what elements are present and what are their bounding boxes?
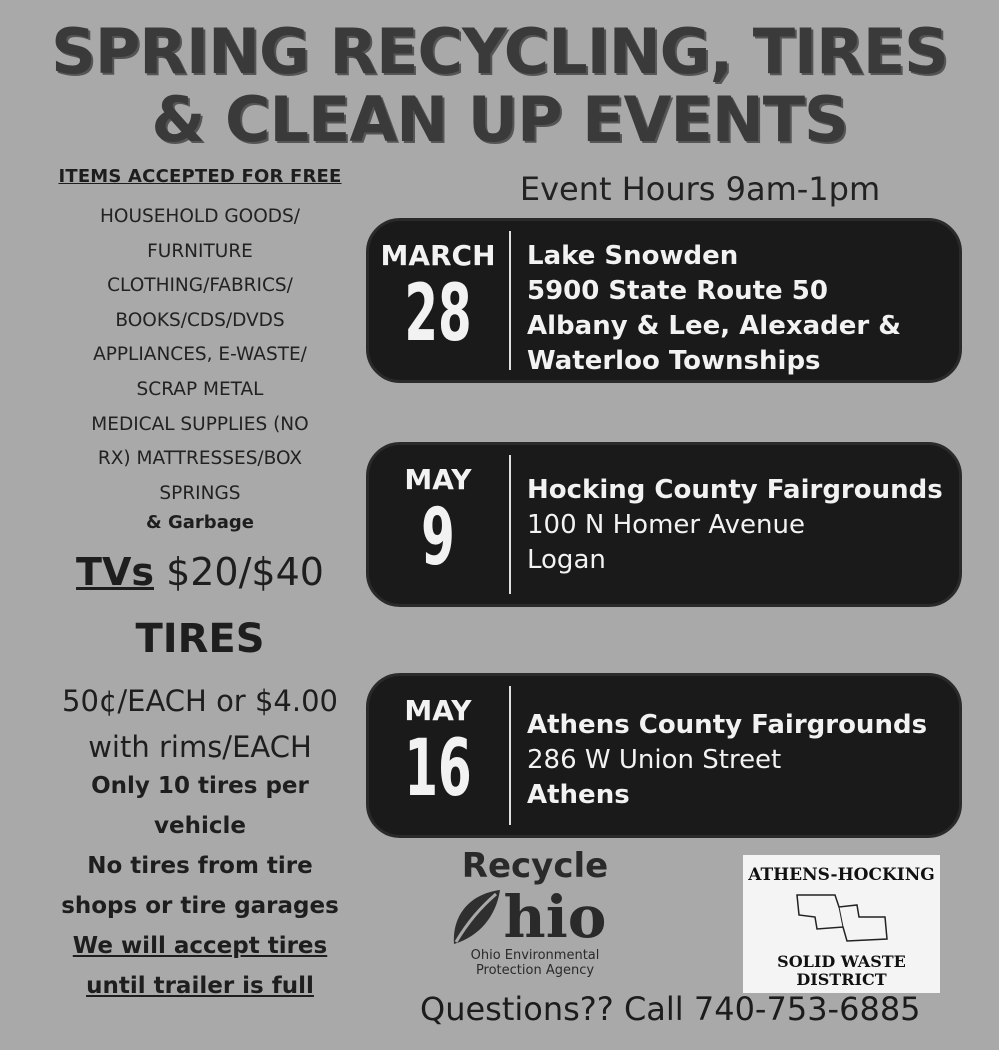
recycle-ohio-mark [440, 883, 630, 951]
recycle-ohio-word: Recycle [461, 846, 609, 886]
tires-heading: TIRES [135, 616, 265, 662]
tv-pricing [20, 550, 380, 594]
tvs-price: $20/$40 [154, 550, 324, 594]
tires-price [20, 678, 380, 770]
event-location [527, 239, 901, 379]
event-address: 286 W Union Street [527, 745, 782, 775]
tire-rule: Only 10 tires per [91, 773, 309, 799]
event-location-name: Hocking County Fairgrounds [527, 475, 943, 505]
ahswd-line: SOLID WASTE [777, 952, 906, 971]
title-line-1: SPRING RECYCLING, TIRES [51, 15, 948, 88]
event-date [369, 445, 507, 604]
tvs-label: TVs [76, 550, 154, 594]
list-item: CLOTHING/FABRICS/ [107, 275, 293, 297]
tire-rule: We will accept tires [72, 933, 328, 959]
tire-rule: vehicle [154, 813, 246, 839]
tires-price-line-1: 50¢/EACH or $4.00 [62, 684, 338, 718]
event-address: 100 N Homer Avenue [527, 510, 805, 540]
list-item: RX) MATTRESSES/BOX [97, 448, 303, 470]
tire-rules [20, 766, 380, 1006]
ahswd-subtitle [743, 953, 940, 989]
items-list [20, 200, 380, 511]
title-line-2: & CLEAN UP EVENTS [151, 83, 848, 156]
event-address: 5900 State Route 50 [527, 276, 828, 306]
event-townships: Albany & Lee, Alexader & [527, 311, 901, 341]
event-card-may-9 [366, 442, 962, 607]
list-item: APPLIANCES, E-WASTE/ [93, 344, 307, 366]
event-divider [509, 455, 511, 594]
recycle-ohio-word: hio [503, 883, 607, 951]
list-item: MEDICAL SUPPLIES (NO [91, 413, 309, 435]
event-month: MARCH [380, 239, 496, 272]
tire-rule: No tires from tire [87, 853, 313, 879]
poster-title [0, 15, 999, 156]
tire-rule: until trailer is full [86, 973, 314, 999]
event-day: 9 [421, 493, 455, 583]
event-month: MAY [404, 463, 472, 496]
list-item: BOOKS/CDS/DVDS [115, 309, 285, 331]
event-date [369, 221, 507, 380]
athens-hocking-logo [743, 855, 940, 993]
event-divider [509, 686, 511, 825]
event-location [527, 708, 927, 813]
list-item: HOUSEHOLD GOODS/ [99, 206, 301, 227]
event-month: MAY [404, 694, 472, 727]
garbage-label: & Garbage [146, 512, 254, 533]
event-city: Logan [527, 545, 606, 575]
list-item: FURNITURE [147, 240, 253, 262]
event-hours: Event Hours 9am-1pm [519, 170, 881, 208]
ahswd-line: DISTRICT [796, 970, 887, 989]
list-item: SPRINGS [159, 482, 241, 504]
county-map-icon [787, 887, 897, 947]
event-card-may-16 [366, 673, 962, 838]
list-item: SCRAP METAL [136, 378, 264, 400]
tires-price-line-2: with rims/EACH [88, 730, 312, 764]
event-city: Athens [527, 780, 630, 810]
event-location-name: Athens County Fairgrounds [527, 710, 928, 740]
recycle-ohio-logo [440, 846, 630, 978]
event-divider [509, 231, 511, 370]
event-location-name: Lake Snowden [527, 241, 739, 271]
event-date [369, 676, 507, 835]
event-townships: Waterloo Townships [527, 346, 821, 376]
tire-rule: shops or tire garages [61, 893, 339, 919]
event-card-march-28 [366, 218, 962, 383]
leaf-icon [444, 886, 504, 948]
ahswd-name: ATHENS-HOCKING [748, 865, 935, 885]
event-day: 16 [404, 724, 472, 814]
event-day: 28 [404, 269, 472, 359]
ohio-epa-line: Ohio Environmental [470, 948, 600, 963]
event-location [527, 473, 943, 578]
contact-phone: Questions?? Call 740-753-6885 [420, 990, 921, 1028]
items-heading: ITEMS ACCEPTED FOR FREE [58, 166, 342, 187]
ohio-epa-line: Protection Agency [475, 963, 595, 978]
